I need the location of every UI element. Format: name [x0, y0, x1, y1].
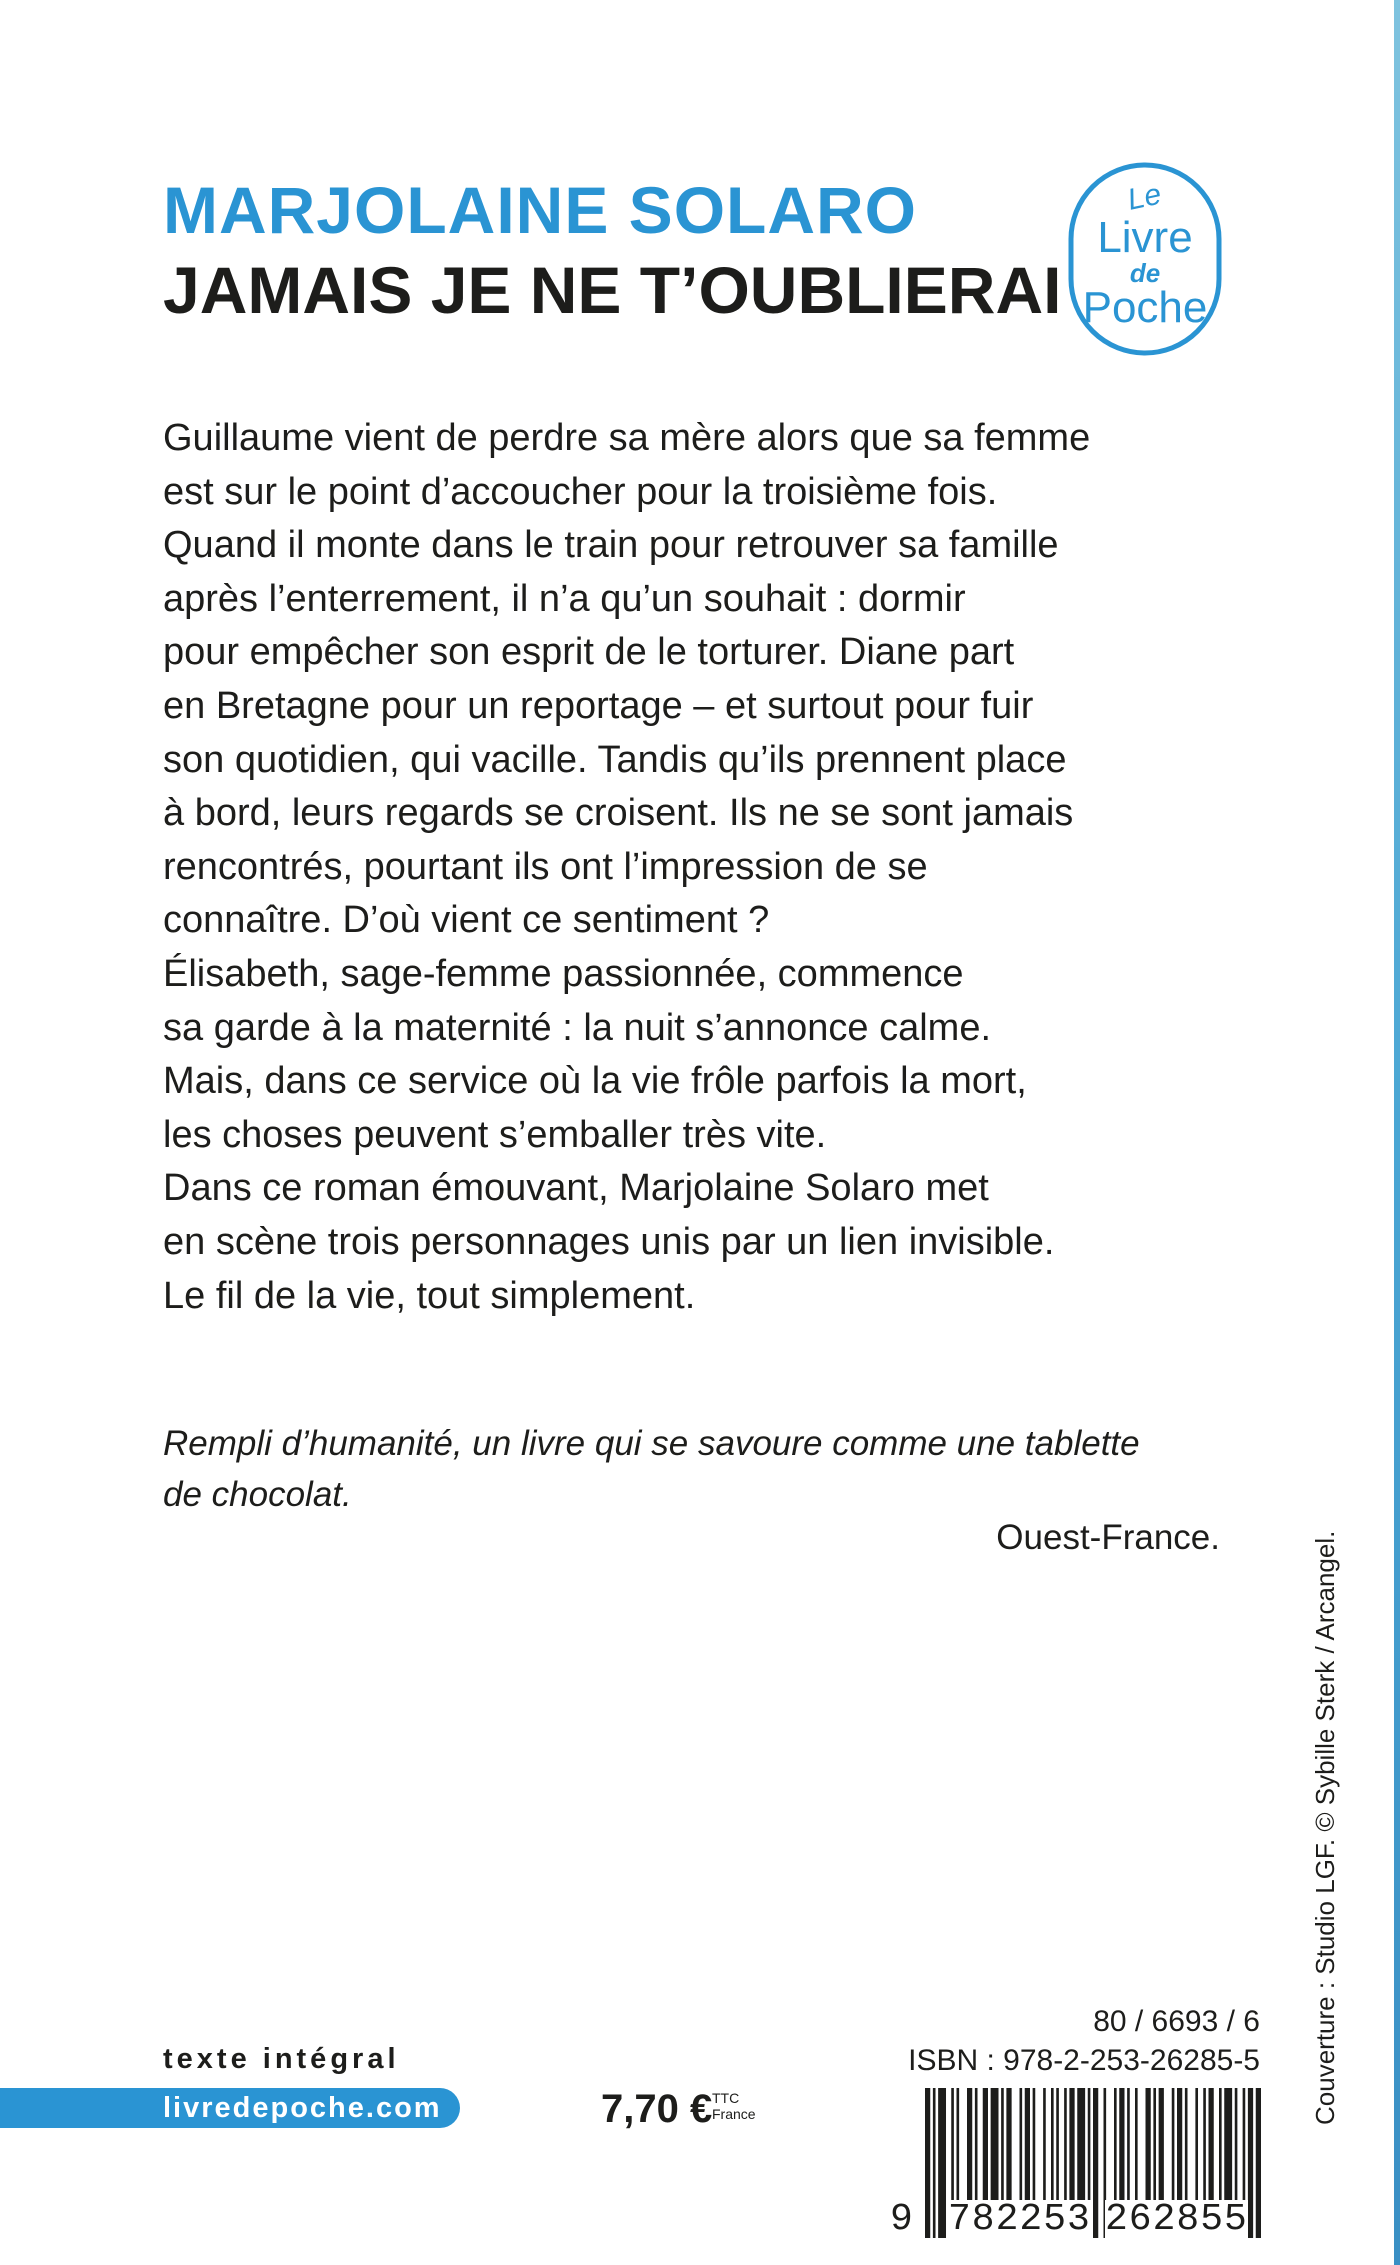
synopsis-line: sa garde à la maternité : la nuit s’annonce calme.: [163, 1006, 992, 1049]
review-quote: [163, 1418, 1283, 1520]
logo-text-livre: Livre: [1097, 213, 1193, 262]
barcode-digits-left: 782253: [948, 2198, 1091, 2241]
synopsis-line: pour empêcher son esprit de le torturer. Diane part: [163, 631, 1015, 674]
synopsis-line: après l’enterrement, il n’a qu’un souhait : dormir: [163, 577, 966, 620]
price: 7,70 €: [601, 2087, 713, 2131]
livre-de-poche-logo: [1068, 162, 1222, 356]
review-quote-line: de chocolat.: [163, 1475, 352, 1514]
logo-text-poche: Poche: [1082, 283, 1208, 332]
barcode-bar: [925, 2088, 930, 2238]
barcode-bar: [938, 2088, 946, 2238]
cover-edge-strip: [1394, 0, 1400, 2265]
price-note-ttc: TTC: [712, 2090, 740, 2106]
book-title: JAMAIS JE NE T’OUBLIERAI: [163, 253, 1062, 327]
barcode-bar: [1093, 2088, 1098, 2238]
texte-integral-label: texte intégral: [163, 2043, 400, 2075]
synopsis-line: à bord, leurs regards se croisent. Ils ne se sont jamais: [163, 792, 1074, 835]
synopsis: [163, 412, 1283, 1323]
synopsis-line: connaître. D’où vient ce sentiment ?: [163, 899, 770, 942]
logo-badge: [1068, 162, 1222, 356]
synopsis-line: les choses peuvent s’emballer très vite.: [163, 1113, 827, 1156]
barcode-bar: [1256, 2088, 1261, 2238]
isbn: ISBN : 978-2-253-26285-5: [908, 2044, 1260, 2077]
author-name: MARJOLAINE SOLARO: [163, 173, 918, 247]
barcode-bar: [933, 2088, 936, 2238]
barcode-bar: [1248, 2088, 1253, 2238]
synopsis-line: en scène trois personnages unis par un lien invisible.: [163, 1220, 1055, 1263]
synopsis-line: rencontrés, pourtant ils ont l’impression de se: [163, 845, 928, 888]
review-quote-line: Rempli d’humanité, un livre qui se savoure comme une tablette: [163, 1424, 1140, 1463]
synopsis-line: Mais, dans ce service où la vie frôle parfois la mort,: [163, 1060, 1027, 1103]
logo-text-le: Le: [1124, 177, 1165, 217]
synopsis-line: Guillaume vient de perdre sa mère alors que sa femme: [163, 417, 1091, 459]
synopsis-line: Élisabeth, sage-femme passionnée, commence: [163, 952, 964, 995]
review-source: Ouest-France.: [996, 1518, 1220, 1557]
price-note: [712, 2090, 756, 2122]
synopsis-line: Dans ce roman émouvant, Marjolaine Solaro met: [163, 1167, 989, 1210]
logo-text-de: de: [1129, 258, 1161, 288]
synopsis-line: Le fil de la vie, tout simplement.: [163, 1274, 696, 1317]
barcode-digits-right: 262855: [1105, 2198, 1248, 2241]
website-link[interactable]: livredepoche.com: [163, 2092, 442, 2124]
price-note-country: France: [712, 2106, 756, 2122]
synopsis-line: en Bretagne pour un reportage – et surtout pour fuir: [163, 684, 1034, 727]
synopsis-line: son quotidien, qui vacille. Tandis qu’ils prennent place: [163, 738, 1067, 781]
synopsis-line: est sur le point d’accoucher pour la troisième fois.: [163, 470, 998, 513]
barcode-digit-first: 9: [890, 2198, 913, 2241]
synopsis-line: Quand il monte dans le train pour retrouver sa famille: [163, 524, 1059, 567]
cover-credit: Couverture : Studio LGF. © Sybille Sterk / Arcangel.: [1310, 1530, 1340, 2125]
catalog-code: 80 / 6693 / 6: [1093, 2005, 1260, 2038]
